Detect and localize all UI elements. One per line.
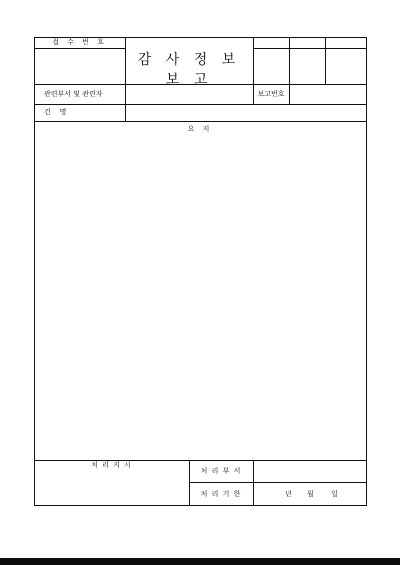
processing-deadline-label: 처 리 기 한 (200, 490, 242, 498)
title-column-divider (253, 37, 254, 84)
approval-column-divider-1 (289, 37, 290, 84)
form-bottom-border (34, 505, 367, 506)
reception-number-label: 접 수 번 호 (52, 38, 107, 46)
report-title: 감 사 정 보 보 고 (137, 52, 241, 88)
related-dept-label: 관련부서 및 관련자 (44, 90, 103, 98)
deadline-month-label: 월 (307, 490, 314, 498)
summary-label: 요 지 (187, 125, 213, 133)
processing-dept-label: 처 리 부 서 (200, 467, 242, 475)
deadline-year-label: 년 (285, 490, 292, 498)
right-border (366, 37, 367, 505)
processing-dept-bottom-border (189, 482, 367, 483)
subject-label-divider (125, 104, 126, 121)
processing-label-divider (253, 460, 254, 505)
related-row-bottom-border (34, 104, 367, 105)
report-number-label-right-divider (289, 84, 290, 104)
instruction-label: 처 리 지 시 (91, 461, 132, 469)
approval-column-divider-2 (325, 37, 326, 84)
bottom-dark-bar (0, 558, 400, 565)
deadline-day-label: 일 (331, 490, 338, 498)
subject-row-bottom-border (34, 121, 367, 122)
approval-header-divider (253, 48, 367, 49)
report-number-label: 보고번호 (257, 90, 285, 98)
reception-label-divider (34, 48, 125, 49)
subject-label: 건 명 (44, 108, 67, 116)
left-border (34, 37, 35, 505)
